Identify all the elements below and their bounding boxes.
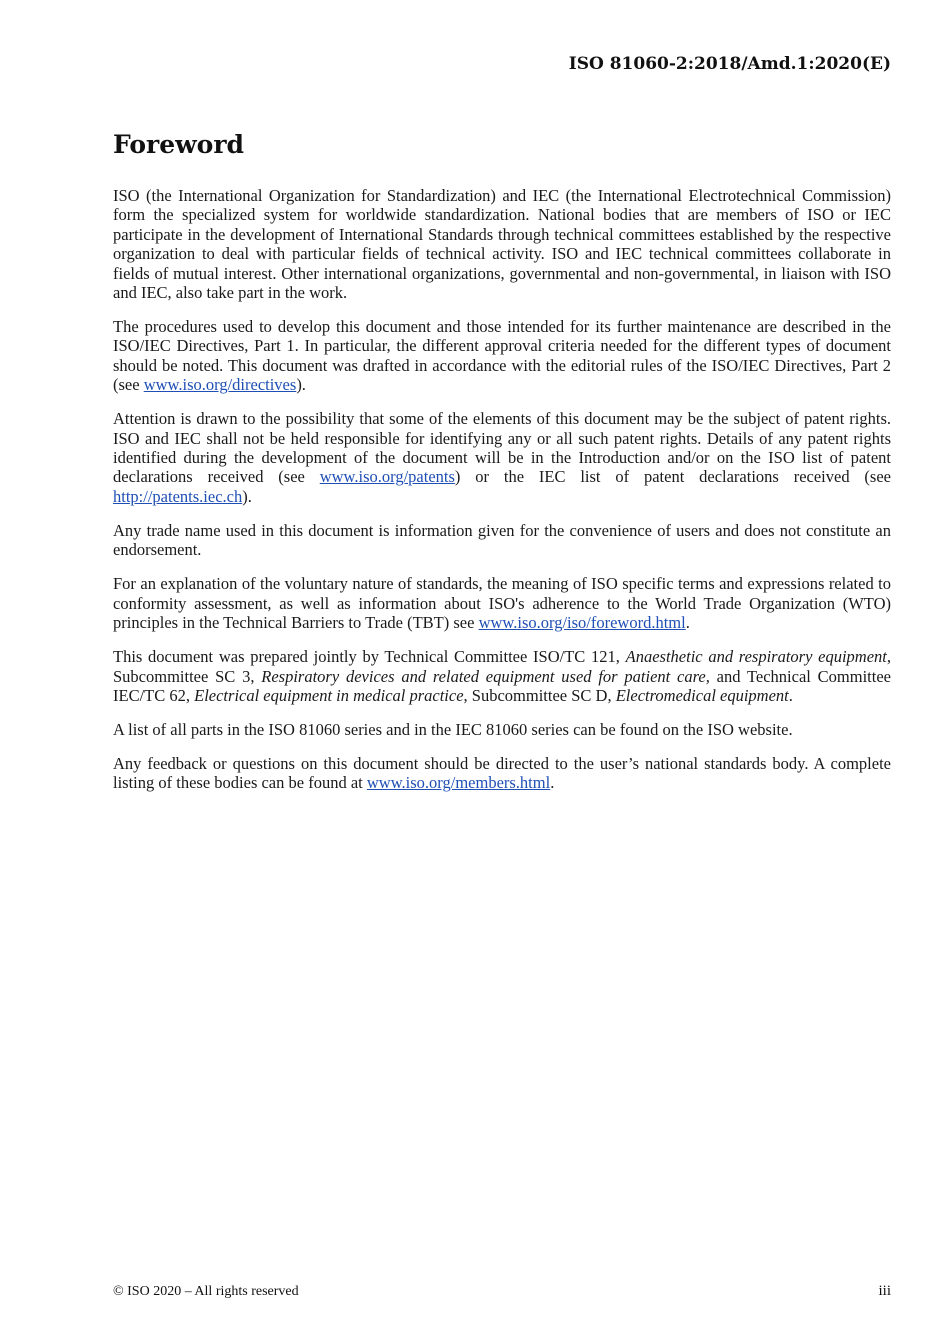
text: . bbox=[550, 773, 555, 793]
paragraph-feedback bbox=[113, 754, 891, 793]
page-number: iii bbox=[878, 1283, 891, 1299]
text: ) or the IEC list of patent declarations received (see bbox=[454, 467, 891, 487]
footer-copyright: © ISO 2020 – All rights reserved bbox=[113, 1284, 299, 1299]
text: This document was prepared jointly by Technical Committee ISO/TC 121, bbox=[113, 647, 626, 667]
link-members[interactable]: www.iso.org/members.html bbox=[366, 773, 551, 793]
text: . bbox=[788, 685, 793, 705]
page-title: Foreword bbox=[113, 130, 244, 159]
text: and Technical Committee IEC/TC 62, bbox=[113, 666, 891, 705]
paragraph-organizations: ISO (the International Organization for Standardization) and IEC (the International Electrotechnical Commission) form the specialized system for worldwide standardization. National bodies that are members of ISO or IEC participate in the development of International Standards through technical committees established by the respective organization to deal with particular fields of technical activity. ISO and IEC technical committees collaborate in fields of mutual interest. Other international organizations, governmental and non-governmental, in liaison with ISO and IEC, also take part in the work. bbox=[113, 186, 891, 303]
link-foreword[interactable]: www.iso.org/iso/foreword.html bbox=[478, 613, 686, 633]
text: , Subcommittee SC 3, bbox=[113, 647, 892, 686]
text: . bbox=[685, 613, 690, 633]
paragraph-committees bbox=[113, 647, 891, 705]
document-identifier: ISO 81060-2:2018/Amd.1:2020(E) bbox=[568, 54, 891, 74]
text: , Subcommittee SC D, bbox=[463, 685, 616, 705]
paragraph-series-list: A list of all parts in the ISO 81060 series and in the IEC 81060 series can be found on the ISO website. bbox=[113, 719, 793, 739]
text: ). bbox=[296, 375, 306, 395]
foreword-body bbox=[113, 186, 891, 807]
link-iec-patents[interactable]: http://patents.iec.ch bbox=[113, 486, 243, 506]
subcommittee-name: Respiratory devices and related equipment used for patient care, bbox=[261, 666, 710, 686]
text: The procedures used to develop this document and those intended for its further maintenance are described in the ISO/IEC Directives, Part 1. In particular, the different approval criteria needed for the different types of document should be noted. This document was drafted in accordance with the editorial rules of the ISO/IEC Directives, Part 2 (see bbox=[113, 317, 891, 395]
paragraph-patents bbox=[113, 409, 891, 506]
paragraph-procedures bbox=[113, 317, 891, 395]
text: For an explanation of the voluntary nature of standards, the meaning of ISO specific terms and expressions related to conformity assessment, as well as information about ISO's adherence to the World Trade Organization (WTO) principles in the Technical Barriers to Trade (TBT) see bbox=[113, 574, 891, 633]
committee-name: Electrical equipment in medical practice bbox=[194, 685, 464, 705]
committee-name: Anaesthetic and respiratory equipment bbox=[625, 647, 887, 667]
text: ). bbox=[242, 486, 252, 506]
link-directives[interactable]: www.iso.org/directives bbox=[143, 375, 297, 395]
paragraph-voluntary-nature bbox=[113, 574, 891, 632]
paragraph-trade-name: Any trade name used in this document is information given for the convenience of users and does not constitute an endorsement. bbox=[113, 520, 891, 560]
subcommittee-name: Electromedical equipment bbox=[615, 685, 789, 705]
text: Attention is drawn to the possibility that some of the elements of this document may be the subject of patent rights. ISO and IEC shall not be held responsible for identifying any or all such patent rights. Details of any patent rights identified during the development of the document will be in the Introduction and/or on the ISO list of patent declarations received (see bbox=[113, 409, 891, 487]
text: Any feedback or questions on this document should be directed to the user’s national standards body. A complete listing of these bodies can be found at bbox=[113, 753, 891, 793]
link-iso-patents[interactable]: www.iso.org/patents bbox=[319, 467, 455, 487]
